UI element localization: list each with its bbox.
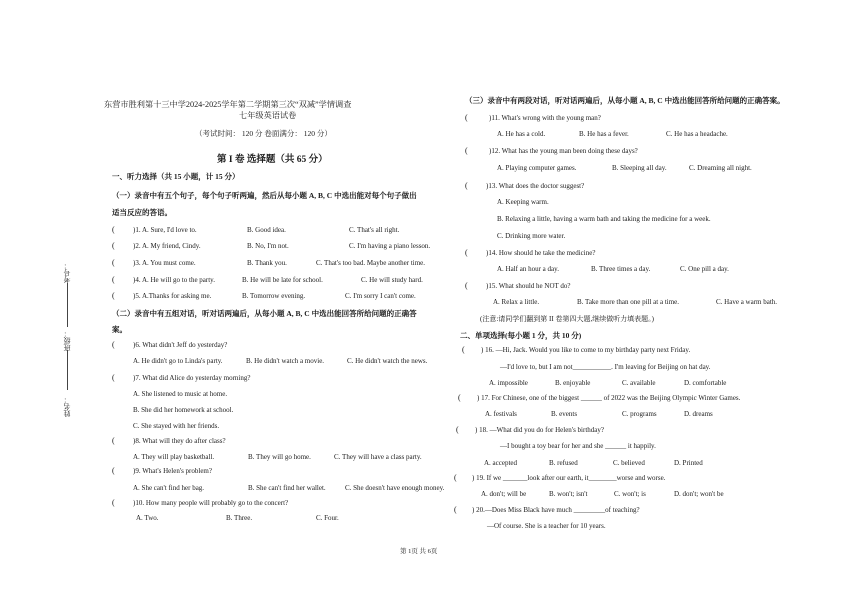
q17-stem: ) 17. For Chinese, one of the biggest ______ of 2022 was the Beijing Olympic Winter Games. [477, 394, 741, 402]
q12-option-c: C. Dreaming all night. [689, 164, 752, 172]
q14-option-a: A. Half an hour a day. [497, 265, 559, 273]
grammar-heading: 二、单项选择(每小题 1 分，共 10 分) [460, 331, 582, 340]
q20-stem: ) 20.—Does Miss Black have much _________of teaching? [472, 506, 640, 514]
q4-option-c: C. He will study hard. [361, 276, 423, 284]
q15-option-a: A. Relax a little. [493, 298, 540, 306]
margin-id-line [67, 283, 68, 327]
q5-option-b: B. Tomorrow evening. [242, 292, 306, 300]
margin-id-label: 考号： [63, 262, 71, 283]
margin-class-label: 班级： [63, 330, 71, 351]
q9-stem: )9. What's Helen's problem? [133, 467, 212, 475]
q8-stem: )8. What will they do after class? [133, 437, 226, 445]
q13-option-a: A. Keeping warm. [497, 198, 549, 206]
answer-paren[interactable]: ( [112, 241, 115, 250]
q13-option-c: C. Drinking more water. [497, 232, 566, 240]
listening-note: (注意:请同学们翻到第 II 卷第四大题,继续做听力填表题。) [480, 315, 655, 323]
answer-paren[interactable]: ( [454, 505, 457, 514]
q14-stem: )14. How should he take the medicine? [486, 249, 596, 257]
q12-option-a: A. Playing computer games. [497, 164, 577, 172]
answer-paren[interactable]: ( [112, 275, 115, 284]
q10-option-a: A. Two. [136, 514, 159, 522]
q18-option-c: C. believed [613, 459, 645, 467]
q8-option-c: C. They will have a class party. [334, 453, 422, 461]
answer-paren[interactable]: ( [112, 258, 115, 267]
q3-stem: )3. A. You must come. [133, 259, 196, 267]
answer-paren[interactable]: ( [465, 146, 468, 155]
q3-option-c: C. That's too bad. Maybe another time. [316, 259, 426, 267]
q13-option-b: B. Relaxing a little, having a warm bath and taking the medicine for a week. [497, 215, 711, 223]
exam-info: （考试时间： 120 分 卷面满分： 120 分） [195, 129, 332, 138]
q19-stem: ) 19. If we _______look after our earth, it________worse and worse. [472, 474, 666, 482]
q19-option-c: C. won't; is [614, 490, 646, 498]
part3-instruction: （三）录音中有两段对话，听对话两遍后，从每小题 A, B, C 中选出能回答所给问题的正确答案。 [465, 96, 785, 105]
q18-option-a: A. accepted [484, 459, 518, 467]
q9-option-b: B. She can't find her wallet. [248, 484, 326, 492]
q19-option-b: B. won't; isn't [549, 490, 588, 498]
q18-stem: ) 18. —What did you do for Helen's birthday? [475, 426, 604, 434]
page-footer: 第 1页 共 6页 [400, 548, 438, 555]
q8-option-b: B. They will go home. [248, 453, 311, 461]
q18-option-b: B. refused [549, 459, 578, 467]
answer-paren[interactable]: ( [458, 393, 461, 402]
q11-option-a: A. He has a cold. [497, 130, 546, 138]
answer-paren[interactable]: ( [112, 498, 115, 507]
q11-option-b: B. He has a fever. [579, 130, 629, 138]
exam-subtitle: 七年级英语试卷 [239, 111, 297, 120]
q17-option-b: B. events [551, 410, 578, 418]
q16-option-c: C. available [622, 379, 656, 387]
q4-stem: )4. A. He will go to the party. [133, 276, 215, 284]
q6-option-a: A. He didn't go to Linda's party. [133, 357, 223, 365]
answer-paren[interactable]: ( [112, 340, 115, 349]
q6-stem: )6. What didn't Jeff do yesterday? [133, 341, 228, 349]
q7-option-b: B. She did her homework at school. [133, 406, 234, 414]
answer-paren[interactable]: ( [454, 473, 457, 482]
q16-option-b: B. enjoyable [555, 379, 591, 387]
answer-paren[interactable]: ( [465, 113, 468, 122]
q10-option-c: C. Four. [316, 514, 339, 522]
exam-title: 东营市胜利第十三中学2024-2025学年第二学期第三次“双减”学情调查 [104, 100, 352, 109]
q10-stem: )10. How many people will probably go to the concert? [133, 499, 289, 507]
q11-stem: )11. What's wrong with the young man? [489, 114, 601, 122]
q14-option-b: B. Three times a day. [591, 265, 651, 273]
q2-option-b: B. No, I'm not. [247, 242, 289, 250]
section-title: 第 I 卷 选择题（共 65 分） [217, 155, 328, 165]
q18-reply: —I bought a toy bear for her and she ______ it happily. [500, 442, 656, 450]
q5-option-c: C. I'm sorry I can't come. [345, 292, 416, 300]
q17-option-d: D. dreams [684, 410, 713, 418]
part1-instruction-2: 适当反应的答语。 [112, 208, 172, 217]
answer-paren[interactable]: ( [456, 425, 459, 434]
listening-heading: 一、听力选择（共 15 小题，计 15 分） [112, 172, 240, 181]
q1-option-b: B. Good idea. [247, 226, 286, 234]
margin-name-label: 姓名： [63, 396, 71, 417]
q8-option-a: A. They will play basketball. [133, 453, 215, 461]
q1-option-c: C. That's all right. [349, 226, 400, 234]
q6-option-c: C. He didn't watch the news. [347, 357, 428, 365]
q12-stem: )12. What has the young man been doing these days? [489, 147, 638, 155]
answer-paren[interactable]: ( [465, 248, 468, 257]
q7-stem: )7. What did Alice do yesterday morning? [133, 374, 251, 382]
margin-class-line [67, 350, 68, 390]
q19-option-a: A. don't; will be [481, 490, 527, 498]
part1-instruction-1: （一）录音中有五个句子，每个句子听两遍，然后从每小题 A, B, C 中选出能对每个句子做出 [112, 191, 417, 200]
q13-stem: )13. What does the doctor suggest? [486, 182, 585, 190]
q15-option-c: C. Have a warm bath. [716, 298, 778, 306]
q5-stem: )5. A.Thanks for asking me. [133, 292, 212, 300]
q10-option-b: B. Three. [226, 514, 253, 522]
q19-option-d: D. don't; won't be [674, 490, 724, 498]
q20-reply: —Of course. She is a teacher for 10 years. [487, 522, 606, 530]
part2-instruction-1: （二）录音中有五组对话，听对话两遍后，从每小题 A, B, C 中选出能回答所给问题的正确答 [112, 309, 417, 318]
answer-paren[interactable]: ( [112, 373, 115, 382]
q6-option-b: B. He didn't watch a movie. [246, 357, 325, 365]
answer-paren[interactable]: ( [112, 436, 115, 445]
q17-option-a: A. festivals [485, 410, 517, 418]
q1-stem: )1. A. Sure, I'd love to. [133, 226, 197, 234]
q2-option-c: C. I'm having a piano lesson. [349, 242, 431, 250]
q4-option-b: B. He will be late for school. [242, 276, 323, 284]
q12-option-b: B. Sleeping all day. [612, 164, 667, 172]
answer-paren[interactable]: ( [465, 281, 468, 290]
q9-option-a: A. She can't find her bag. [133, 484, 205, 492]
q15-stem: )15. What should he NOT do? [486, 282, 571, 290]
q17-option-c: C. programs [622, 410, 657, 418]
q15-option-b: B. Take more than one pill at a time. [577, 298, 680, 306]
q7-option-a: A. She listened to music at home. [133, 390, 228, 398]
q3-option-b: B. Thank you. [247, 259, 287, 267]
answer-paren[interactable]: ( [462, 345, 465, 354]
q16-option-d: D. comfortable [684, 379, 727, 387]
answer-paren[interactable]: ( [112, 225, 115, 234]
answer-paren[interactable]: ( [465, 181, 468, 190]
q14-option-c: C. One pill a day. [680, 265, 729, 273]
answer-paren[interactable]: ( [112, 466, 115, 475]
q16-option-a: A. impossible [489, 379, 528, 387]
q16-reply: —I'd love to, but I am not___________. I'm leaving for Beijing on hat day. [500, 363, 711, 371]
q2-stem: )2. A. My friend, Cindy. [133, 242, 201, 250]
answer-paren[interactable]: ( [112, 291, 115, 300]
q18-option-d: D. Printed [674, 459, 703, 467]
q9-option-c: C. She doesn't have enough money. [345, 484, 445, 492]
part2-instruction-2: 案。 [112, 325, 127, 334]
q7-option-c: C. She stayed with her friends. [133, 422, 220, 430]
q16-stem: ) 16. —Hi, Jack. Would you like to come to my birthday party next Friday. [481, 346, 691, 354]
q11-option-c: C. He has a headache. [666, 130, 728, 138]
